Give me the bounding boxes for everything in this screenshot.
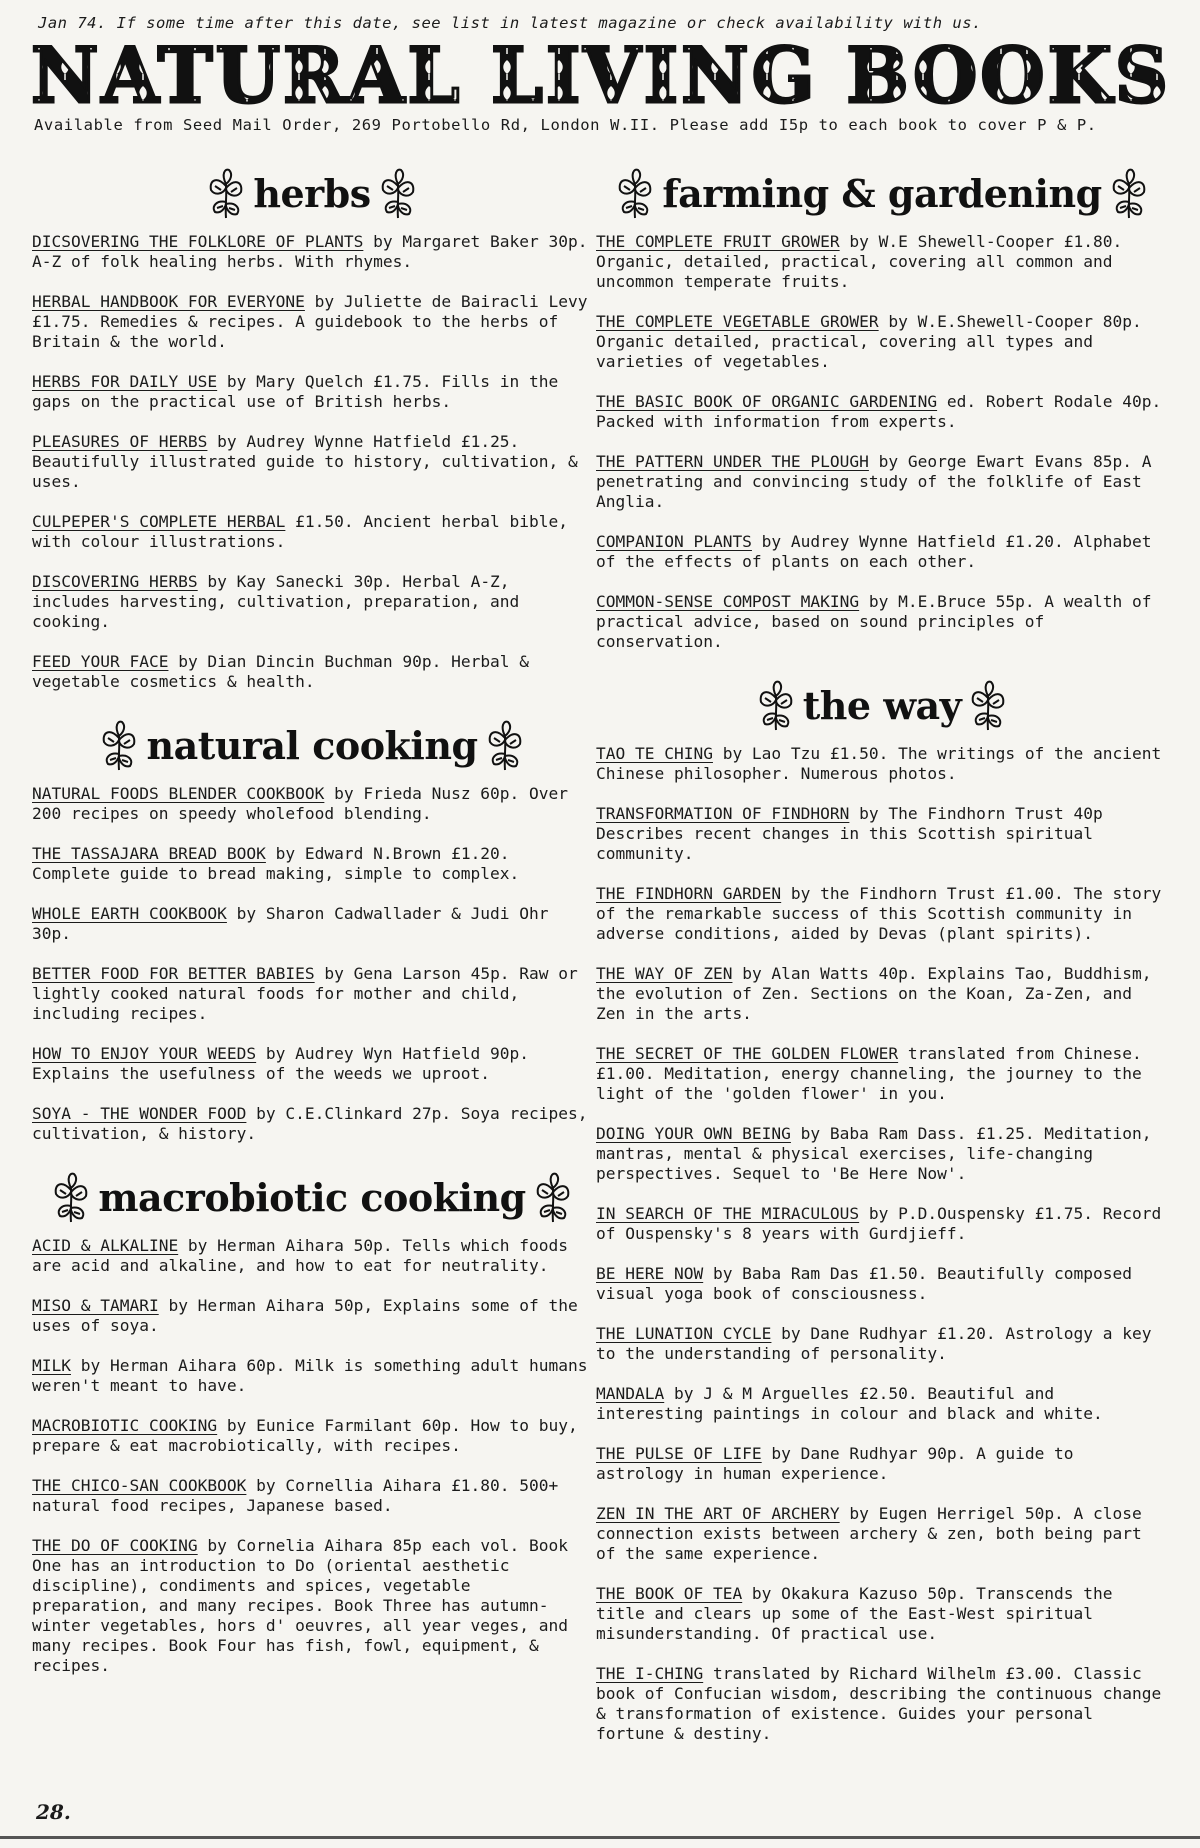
book-description: by M.E.Bruce 55p. A wealth of practical advice, based on sound principles of conservation.	[596, 592, 1152, 651]
book-title: THE TASSAJARA BREAD BOOK	[32, 844, 266, 863]
book-title: TRANSFORMATION OF FINDHORN	[596, 804, 850, 823]
book-description: by Audrey Wyn Hatfield 90p. Explains the usefulness of the weeds we uproot.	[32, 1044, 530, 1083]
book-entry	[596, 392, 1168, 432]
book-entry	[596, 1204, 1168, 1244]
book-title: MILK	[32, 1356, 71, 1375]
page-number: 28.	[36, 1800, 71, 1824]
book-description: by Dane Rudhyar £1.20. Astrology a key to the understanding of personality.	[596, 1324, 1152, 1363]
book-entry	[596, 1324, 1168, 1364]
section-heading-macrobiotic-cooking	[32, 1164, 592, 1230]
book-description: by Audrey Wynne Hatfield £1.20. Alphabet of the effects of plants on each other.	[596, 532, 1152, 571]
book-entry	[32, 1536, 592, 1676]
book-entry	[32, 904, 592, 944]
book-description: ed. Robert Rodale 40p. Packed with information from experts.	[596, 392, 1162, 431]
book-entry	[596, 1264, 1168, 1304]
book-description: by The Findhorn Trust 40p Describes recent changes in this Scottish spiritual community.	[596, 804, 1103, 863]
book-entry	[596, 1504, 1168, 1564]
book-description: by Eugen Herrigel 50p. A close connection exists between archery & zen, both being part of the same experience.	[596, 1504, 1142, 1563]
book-title: WHOLE EARTH COOKBOOK	[32, 904, 227, 923]
book-entry	[32, 1476, 592, 1516]
book-title: THE PULSE OF LIFE	[596, 1444, 762, 1463]
leaf-ornament-icon	[530, 1170, 576, 1224]
section-title: the way	[802, 682, 962, 728]
book-title: FEED YOUR FACE	[32, 652, 169, 671]
book-description: by Juliette de Bairacli Levy £1.75. Remedies & recipes. A guidebook to the herbs of Britain & the world.	[32, 292, 588, 351]
book-title: THE PATTERN UNDER THE PLOUGH	[596, 452, 869, 471]
book-title: MISO & TAMARI	[32, 1296, 159, 1315]
book-description: by Dian Dincin Buchman 90p. Herbal & vegetable cosmetics & health.	[32, 652, 530, 691]
book-title: THE COMPLETE FRUIT GROWER	[596, 232, 840, 251]
book-entry	[596, 1124, 1168, 1184]
book-title: IN SEARCH OF THE MIRACULOUS	[596, 1204, 860, 1223]
bottom-rule	[0, 1836, 1200, 1839]
book-entry	[32, 1044, 592, 1084]
book-title: ACID & ALKALINE	[32, 1236, 179, 1255]
book-title: SOYA - THE WONDER FOOD	[32, 1104, 247, 1123]
book-title: THE I-CHING	[596, 1664, 704, 1683]
book-title: PLEASURES OF HERBS	[32, 432, 208, 451]
book-entry	[32, 844, 592, 884]
section-heading-the-way	[596, 672, 1168, 738]
book-entry	[32, 964, 592, 1024]
availability-note: Jan 74. If some time after this date, see list in latest magazine or check availability with us.	[38, 14, 982, 32]
book-description: by Alan Watts 40p. Explains Tao, Buddhism, the evolution of Zen. Sections on the Koan, Za-Zen, and Zen in the arts.	[596, 964, 1152, 1023]
book-entry	[596, 312, 1168, 372]
book-entry	[596, 1584, 1168, 1644]
section-title: macrobiotic cooking	[98, 1174, 526, 1220]
leaf-ornament-icon	[612, 166, 658, 220]
book-title: TAO TE CHING	[596, 744, 713, 763]
book-description: by Cornelia Aihara 85p each vol. Book One has an introduction to Do (oriental aesthetic discipline), condiments and spices, vegetable preparation, and many recipes. Book Three has autumn-winter vegetables, hors d' oeuvres, all year veges, and many recipes. Book Four has fish, fowl, equipment, & recipes.	[32, 1536, 569, 1675]
book-description: by J & M Arguelles £2.50. Beautiful and interesting paintings in colour and black and white.	[596, 1384, 1103, 1423]
book-entry	[32, 372, 592, 412]
leaf-ornament-icon	[203, 166, 249, 220]
book-title: THE LUNATION CYCLE	[596, 1324, 772, 1343]
book-title: BE HERE NOW	[596, 1264, 704, 1283]
leaf-ornament-icon	[753, 678, 799, 732]
masthead-lettering	[26, 30, 1176, 116]
left-column	[32, 158, 592, 1696]
right-column	[596, 158, 1168, 1764]
book-description: by Eunice Farmilant 60p. How to buy, prepare & eat macrobiotically, with recipes.	[32, 1416, 578, 1455]
book-entry	[32, 432, 592, 492]
book-description: by Mary Quelch £1.75. Fills in the gaps on the practical use of British herbs.	[32, 372, 559, 411]
book-entry	[32, 784, 592, 824]
book-entry	[32, 232, 592, 272]
section-title: natural cooking	[146, 722, 478, 768]
book-entry	[32, 572, 592, 632]
book-entry	[596, 592, 1168, 652]
book-description: by Baba Ram Das £1.50. Beautifully composed visual yoga book of consciousness.	[596, 1264, 1133, 1303]
book-description: £1.50. Ancient herbal bible, with colour illustrations.	[32, 512, 569, 551]
book-description: by Herman Aihara 60p. Milk is something adult humans weren't meant to have.	[32, 1356, 588, 1395]
section-title: herbs	[253, 170, 371, 216]
book-entry	[32, 1296, 592, 1336]
book-description: translated from Chinese. £1.00. Meditation, energy channeling, the journey to the light of the 'golden flower' in you.	[596, 1044, 1142, 1103]
masthead-text: NATURAL LIVING BOOKS	[31, 31, 1171, 116]
section-heading-herbs	[32, 160, 592, 226]
book-entry	[596, 884, 1168, 944]
book-entry	[32, 512, 592, 552]
leaf-ornament-icon	[482, 718, 528, 772]
book-title: COMMON-SENSE COMPOST MAKING	[596, 592, 860, 611]
section-heading-farming-and-gardening	[596, 160, 1168, 226]
book-description: by Edward N.Brown £1.20. Complete guide to bread making, simple to complex.	[32, 844, 520, 883]
book-description: by C.E.Clinkard 27p. Soya recipes, cultivation, & history.	[32, 1104, 588, 1143]
book-title: MACROBIOTIC COOKING	[32, 1416, 218, 1435]
leaf-ornament-icon	[48, 1170, 94, 1224]
ordering-info: Available from Seed Mail Order, 269 Portobello Rd, London W.II. Please add I5p to each book to cover P & P.	[34, 116, 1097, 134]
book-entry	[32, 1236, 592, 1276]
book-title: THE WAY OF ZEN	[596, 964, 733, 983]
book-title: COMPANION PLANTS	[596, 532, 752, 551]
leaf-ornament-icon	[1106, 166, 1152, 220]
book-title: DISCOVERING HERBS	[32, 572, 198, 591]
book-description: by Herman Aihara 50p. Tells which foods are acid and alkaline, and how to eat for neutrality.	[32, 1236, 569, 1275]
book-title: HERBS FOR DAILY USE	[32, 372, 218, 391]
book-title: THE DO OF COOKING	[32, 1536, 198, 1555]
book-title: THE FINDHORN GARDEN	[596, 884, 782, 903]
book-description: by Lao Tzu £1.50. The writings of the ancient Chinese philosopher. Numerous photos.	[596, 744, 1162, 783]
book-description: by Herman Aihara 50p, Explains some of the uses of soya.	[32, 1296, 578, 1335]
section-title: farming & gardening	[662, 170, 1102, 216]
book-description: by Gena Larson 45p. Raw or lightly cooked natural foods for mother and child, including recipes.	[32, 964, 578, 1023]
book-entry	[32, 652, 592, 692]
masthead-title	[26, 30, 1176, 116]
book-entry	[596, 452, 1168, 512]
book-title: CULPEPER'S COMPLETE HERBAL	[32, 512, 286, 531]
book-description: by P.D.Ouspensky £1.75. Record of Ouspensky's 8 years with Gurdjieff.	[596, 1204, 1162, 1243]
book-description: by Kay Sanecki 30p. Herbal A-Z, includes harvesting, cultivation, preparation, and cooking.	[32, 572, 520, 631]
book-description: by Baba Ram Dass. £1.25. Meditation, mantras, mental & physical exercises, life-changing perspectives. Sequel to 'Be Here Now'.	[596, 1124, 1152, 1183]
book-title: ZEN IN THE ART OF ARCHERY	[596, 1504, 840, 1523]
book-entry	[32, 1416, 592, 1456]
book-title: DOING YOUR OWN BEING	[596, 1124, 791, 1143]
book-entry	[32, 292, 592, 352]
book-title: DICSOVERING THE FOLKLORE OF PLANTS	[32, 232, 364, 251]
book-description: by Sharon Cadwallader & Judi Ohr 30p.	[32, 904, 549, 943]
book-entry	[32, 1104, 592, 1144]
book-title: THE BOOK OF TEA	[596, 1584, 743, 1603]
book-entry	[596, 1664, 1168, 1744]
leaf-ornament-icon	[965, 678, 1011, 732]
book-entry	[596, 804, 1168, 864]
book-title: HERBAL HANDBOOK FOR EVERYONE	[32, 292, 305, 311]
book-entry	[596, 964, 1168, 1024]
book-entry	[596, 232, 1168, 292]
book-title: THE CHICO-SAN COOKBOOK	[32, 1476, 247, 1495]
book-entry	[596, 1444, 1168, 1484]
leaf-ornament-icon	[375, 166, 421, 220]
book-entry	[596, 744, 1168, 784]
book-title: NATURAL FOODS BLENDER COOKBOOK	[32, 784, 325, 803]
book-title: THE COMPLETE VEGETABLE GROWER	[596, 312, 879, 331]
book-entry	[596, 532, 1168, 572]
book-description: by Dane Rudhyar 90p. A guide to astrology in human experience.	[596, 1444, 1074, 1483]
section-heading-natural-cooking	[32, 712, 592, 778]
book-title: BETTER FOOD FOR BETTER BABIES	[32, 964, 315, 983]
book-title: THE BASIC BOOK OF ORGANIC GARDENING	[596, 392, 938, 411]
book-description: by W.E.Shewell-Cooper 80p. Organic detailed, practical, covering all types and varieties of vegetables.	[596, 312, 1142, 371]
book-description: translated by Richard Wilhelm £3.00. Classic book of Confucian wisdom, describing the continuous change & transformation of existence. Guides your personal fortune & destiny.	[596, 1664, 1162, 1743]
book-description: by Frieda Nusz 60p. Over 200 recipes on speedy wholefood blending.	[32, 784, 569, 823]
book-title: HOW TO ENJOY YOUR WEEDS	[32, 1044, 257, 1063]
book-description: by Margaret Baker 30p. A-Z of folk healing herbs. With rhymes.	[32, 232, 588, 271]
book-description: by Okakura Kazuso 50p. Transcends the title and clears up some of the East-West spiritual misunderstanding. Of practical use.	[596, 1584, 1113, 1643]
book-title: THE SECRET OF THE GOLDEN FLOWER	[596, 1044, 899, 1063]
book-description: by the Findhorn Trust £1.00. The story of the remarkable success of this Scottish community in adverse conditions, aided by Devas (plant spirits).	[596, 884, 1162, 943]
book-description: by Cornellia Aihara £1.80. 500+ natural food recipes, Japanese based.	[32, 1476, 559, 1515]
book-description: by George Ewart Evans 85p. A penetrating and convincing study of the folklife of East Anglia.	[596, 452, 1152, 511]
book-title: MANDALA	[596, 1384, 665, 1403]
book-entry	[596, 1384, 1168, 1424]
leaf-ornament-icon	[96, 718, 142, 772]
book-entry	[596, 1044, 1168, 1104]
book-description: by Audrey Wynne Hatfield £1.25. Beautifully illustrated guide to history, cultivation, & uses.	[32, 432, 578, 491]
book-entry	[32, 1356, 592, 1396]
book-description: by W.E Shewell-Cooper £1.80. Organic, detailed, practical, covering all common and uncommon temperate fruits.	[596, 232, 1123, 291]
